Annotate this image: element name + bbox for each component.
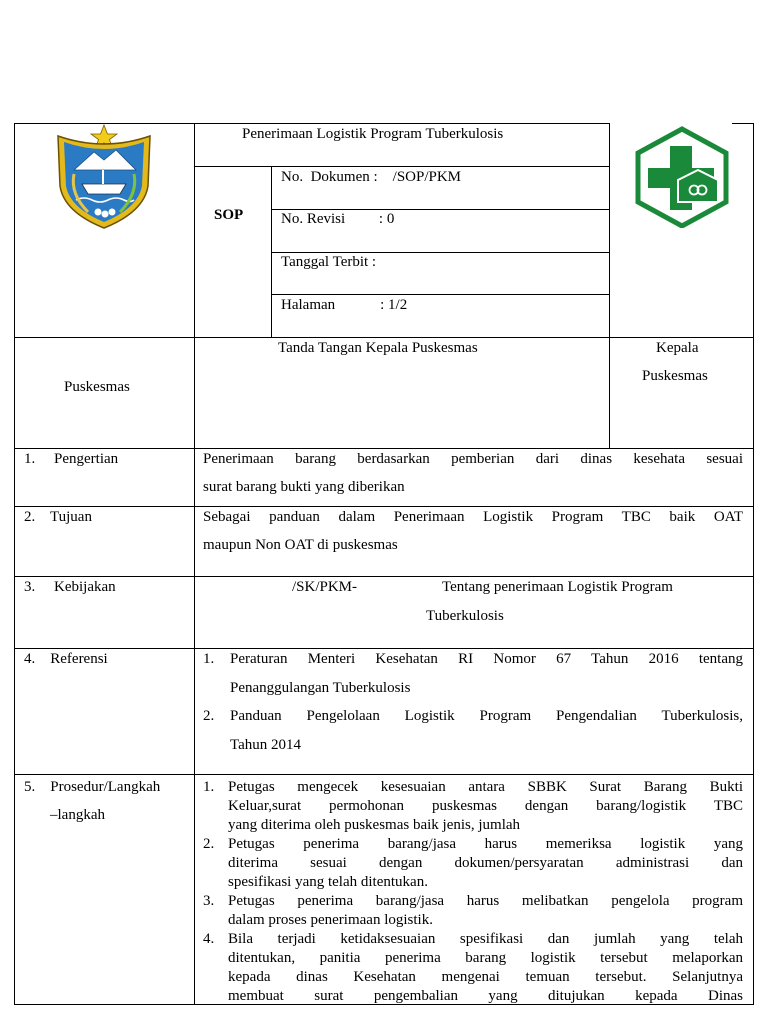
list-item-line: membuat surat pengembalian yang ditujukan kepada Dinas [228, 988, 743, 1004]
table-rule [14, 576, 754, 577]
list-number: 2. [203, 708, 215, 724]
list-item-line: spesifikasi yang telah ditentukan. [228, 874, 428, 890]
list-item-line: Bila terjadi ketidaksesuaian spesifikasi dan jumlah yang telah [228, 931, 743, 947]
list-item-line: diterima sesuai dengan dokumen/persyaratan administrasi dan [228, 855, 743, 871]
list-item-line: yang diterima oleh puskesmas baik jenis, jumlah [228, 817, 521, 833]
issue-date: Tanggal Terbit : [281, 254, 377, 270]
list-item-line: kepada dinas Kesehatan mengenai temuan tersebut. Selanjutnya [228, 969, 743, 985]
section-label-kebijakan: 3. Kebijakan [24, 579, 116, 595]
list-item-line: dalam proses penerimaan logistik. [228, 912, 433, 928]
puskesmas-logo-icon [632, 126, 732, 228]
document-number: No. Dokumen : /SOP/PKM [281, 169, 462, 185]
head-label-line2: Puskesmas [642, 368, 708, 384]
list-item-line: Petugas penerima barang/jasa harus memeriksa logistik yang [228, 836, 743, 852]
table-rule [753, 123, 754, 1005]
list-item-line: Peraturan Menteri Kesehatan RI Nomor 67 Tahun 2016 tentang [230, 651, 743, 667]
kebijakan-text: Tentang penerimaan Logistik Program [442, 579, 673, 595]
regional-emblem-icon [54, 124, 154, 230]
signature-label: Tanda Tangan Kepala Puskesmas [278, 340, 478, 356]
list-number: 3. [203, 893, 215, 909]
revision-number: No. Revisi : 0 [281, 211, 395, 227]
table-rule [14, 123, 15, 1005]
list-number: 4. [203, 931, 215, 947]
list-number: 2. [203, 836, 215, 852]
puskesmas-label: Puskesmas [64, 379, 130, 395]
section-label-referensi: 4. Referensi [24, 651, 108, 667]
list-item-line: ditentukan, panitia penerima barang logistik tersebut melaporkan [228, 950, 743, 966]
sop-label: SOP [214, 207, 244, 223]
list-item-line: Petugas penerima barang/jasa harus melibatkan pengelola program [228, 893, 743, 909]
page-number: Halaman : 1/2 [281, 297, 408, 313]
table-rule [271, 294, 609, 295]
list-item-line: Tahun 2014 [230, 737, 302, 753]
list-item-line: Panduan Pengelolaan Logistik Program Pengendalian Tuberkulosis, [230, 708, 743, 724]
table-rule [14, 448, 754, 449]
list-number: 1. [203, 779, 215, 795]
table-rule [609, 123, 610, 449]
table-rule [732, 123, 754, 124]
section-label-tujuan: 2. Tujuan [24, 509, 92, 525]
list-item-line: Keluar,surat permohonan puskesmas dengan barang/logistik TBC [228, 798, 743, 814]
document-title: Penerimaan Logistik Program Tuberkulosis [242, 126, 504, 142]
table-rule [271, 252, 609, 253]
head-label-line1: Kepala [656, 340, 699, 356]
tujuan-text-line: Sebagai panduan dalam Penerimaan Logistik Program TBC baik OAT [203, 509, 743, 525]
table-rule [14, 1004, 754, 1005]
tujuan-text-line: maupun Non OAT di puskesmas [203, 537, 398, 553]
table-rule [271, 209, 609, 210]
list-number: 1. [203, 651, 215, 667]
section-label-pengertian: 1. Pengertian [24, 451, 119, 467]
section-label-prosedur-line2: –langkah [50, 807, 105, 823]
table-rule [194, 166, 609, 167]
table-rule [14, 774, 754, 775]
list-item-line: Penanggulangan Tuberkulosis [230, 680, 411, 696]
section-label-prosedur: 5. Prosedur/Langkah [24, 779, 161, 795]
kebijakan-sk-number: /SK/PKM- [292, 579, 358, 595]
table-rule [14, 506, 754, 507]
table-rule [194, 123, 195, 1005]
pengertian-text-line: surat barang bukti yang diberikan [203, 479, 405, 495]
kebijakan-text-line2: Tuberkulosis [426, 608, 504, 624]
pengertian-text-line: Penerimaan barang berdasarkan pemberian dari dinas kesehata sesuai [203, 451, 743, 467]
table-rule [271, 166, 272, 337]
table-rule [14, 648, 754, 649]
list-item-line: Petugas mengecek kesesuaian antara SBBK Surat Barang Bukti [228, 779, 743, 795]
table-rule [14, 337, 754, 338]
